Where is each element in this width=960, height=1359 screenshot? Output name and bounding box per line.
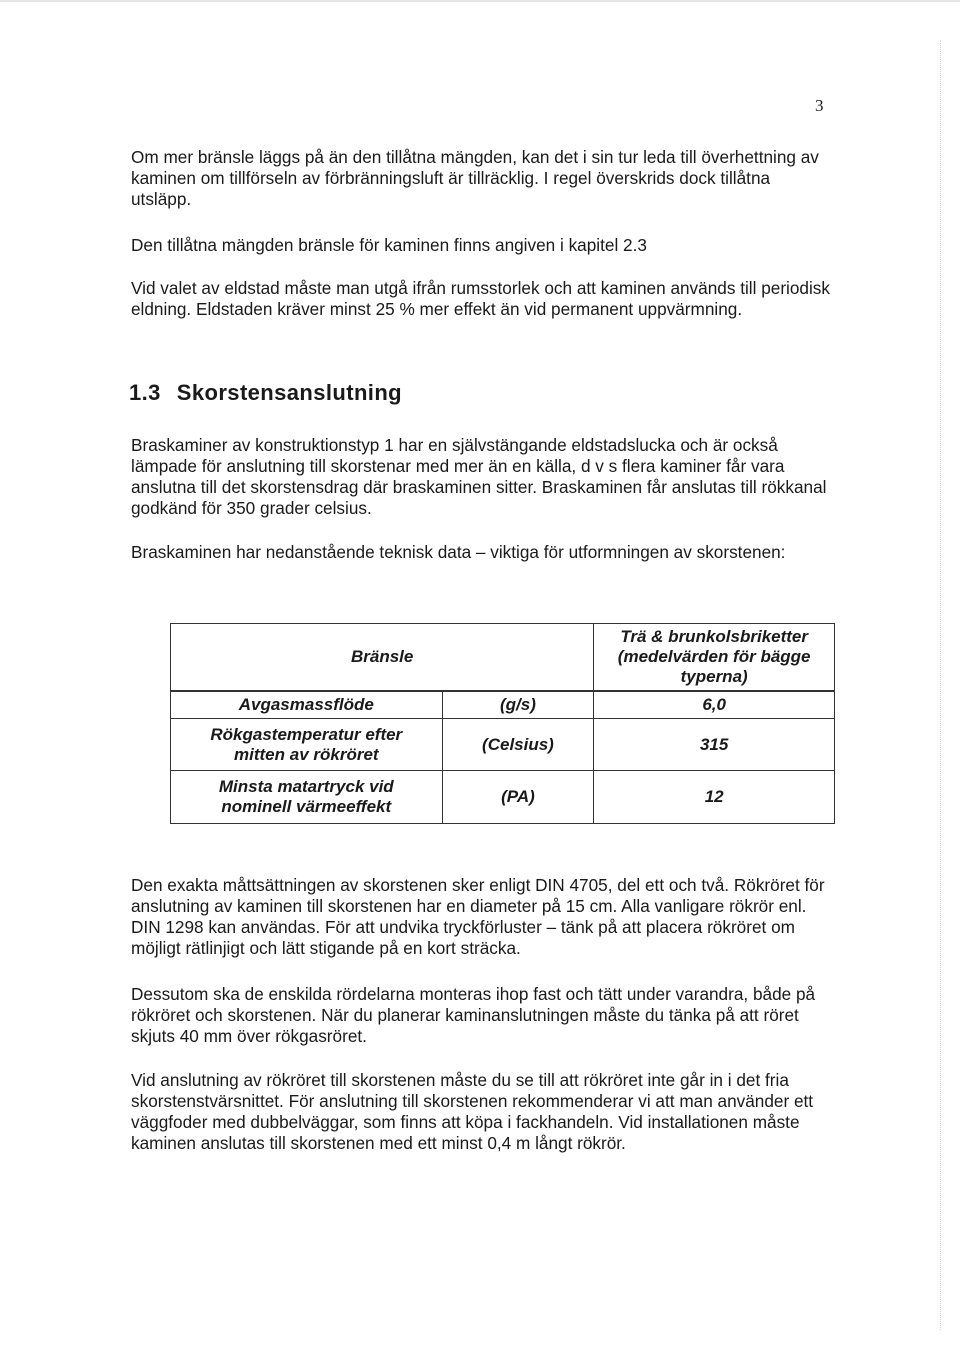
row-unit: (g/s) xyxy=(500,695,536,714)
table-row xyxy=(171,771,835,824)
row-value-cell xyxy=(594,692,835,719)
row-unit: (Celsius) xyxy=(482,734,554,754)
table-row xyxy=(171,719,835,771)
row-unit-cell xyxy=(442,692,594,719)
row-unit-cell xyxy=(442,719,594,771)
fuel-value-line1: Trä & brunkolsbriketter xyxy=(620,627,808,646)
paragraph-overheating: Om mer bränsle läggs på än den tillåtna mängden, kan det i sin tur leda till överhettning av kaminen om tillförseln av förbränningsluft är tillräcklig. I regel överskrids dock tillåtna utsläpp. xyxy=(131,147,819,209)
row-label: Avgasmassflöde xyxy=(238,695,374,714)
row-unit: (PA) xyxy=(501,787,535,806)
section-heading xyxy=(129,380,402,406)
scan-edge-marks xyxy=(940,40,942,1330)
section-number: 1.3 xyxy=(129,380,161,405)
page-number: 3 xyxy=(815,96,824,115)
row-value: 6,0 xyxy=(702,695,726,714)
fuel-label-cell xyxy=(171,624,594,691)
paragraph-technical-data-intro: Braskaminen har nedanstående teknisk data – viktiga för utformningen av skorstenen: xyxy=(131,542,786,562)
technical-data-table xyxy=(170,623,835,824)
row-value: 315 xyxy=(699,734,729,754)
fuel-value-cell xyxy=(594,624,835,691)
row-label-line1: Rökgastemperatur efter xyxy=(210,724,403,744)
row-label-cell xyxy=(171,771,443,824)
paragraph-din-dimensions: Den exakta måttsättningen av skorstenen sker enligt DIN 4705, del ett och två. Rökröret för anslutning av kaminen till skorstenen har en diameter på 15 cm. Alla vanligare rökrör enl. DIN 1298 kan användas. För att undvika tryckförluster – tänk på att placera rökröret om möjligt rätlinjigt och lätt stigande på en kort sträcka. xyxy=(131,875,825,958)
row-label-line2: mitten av rökröret xyxy=(234,744,379,764)
paragraph-assembly: Dessutom ska de enskilda rördelarna monteras ihop fast och tätt under varandra, både på rökröret och skorstenen. När du planerar kaminanslutningen måste du tänka på att röret skjuts 40 mm över rökgasröret. xyxy=(131,984,816,1046)
section-title: Skorstensanslutning xyxy=(176,380,402,405)
fuel-value-line2: (medelvärden för bägge typerna) xyxy=(617,647,811,686)
row-label-cell xyxy=(171,692,443,719)
row-label-cell xyxy=(171,719,443,771)
row-label-line1: Minsta matartryck vid xyxy=(218,777,394,796)
row-value-cell xyxy=(594,719,835,771)
paragraph-stove-choice: Vid valet av eldstad måste man utgå ifrån rumsstorlek och att kaminen används till periodisk eldning. Eldstaden kräver minst 25 % mer effekt än vid permanent uppvärmning. xyxy=(131,278,830,319)
table-row xyxy=(171,692,835,719)
row-value: 12 xyxy=(704,787,724,806)
paragraph-construction-type: Braskaminer av konstruktionstyp 1 har en självstängande eldstadslucka och är också lämpade för anslutning till skorstenar med mer än en källa, d v s flera kaminer får vara anslutna till det skorstensdrag där braskaminen sitter. Braskaminen får anslutas till rökkanal godkänd för 350 grader celsius. xyxy=(131,435,827,518)
row-label-line2: nominell värmeeffekt xyxy=(221,797,392,816)
paragraph-allowed-amount: Den tillåtna mängden bränsle för kaminen finns angiven i kapitel 2.3 xyxy=(131,235,647,255)
row-value-cell xyxy=(594,771,835,824)
paragraph-connection: Vid anslutning av rökröret till skorstenen måste du se till att rökröret inte går in i det fria skorstenstvärsnittet. För anslutning till skorstenen rekommenderar vi att man använder ett väggfoder med dubbelväggar, som finns att köpa i fackhandeln. Vid installationen måste kaminen anslutas till skorstenen med ett minst 0,4 m långt rökrör. xyxy=(131,1070,814,1153)
row-unit-cell xyxy=(442,771,594,824)
fuel-label: Bränsle xyxy=(350,647,414,666)
page-top-edge xyxy=(0,0,960,2)
table-header-row xyxy=(171,624,835,691)
